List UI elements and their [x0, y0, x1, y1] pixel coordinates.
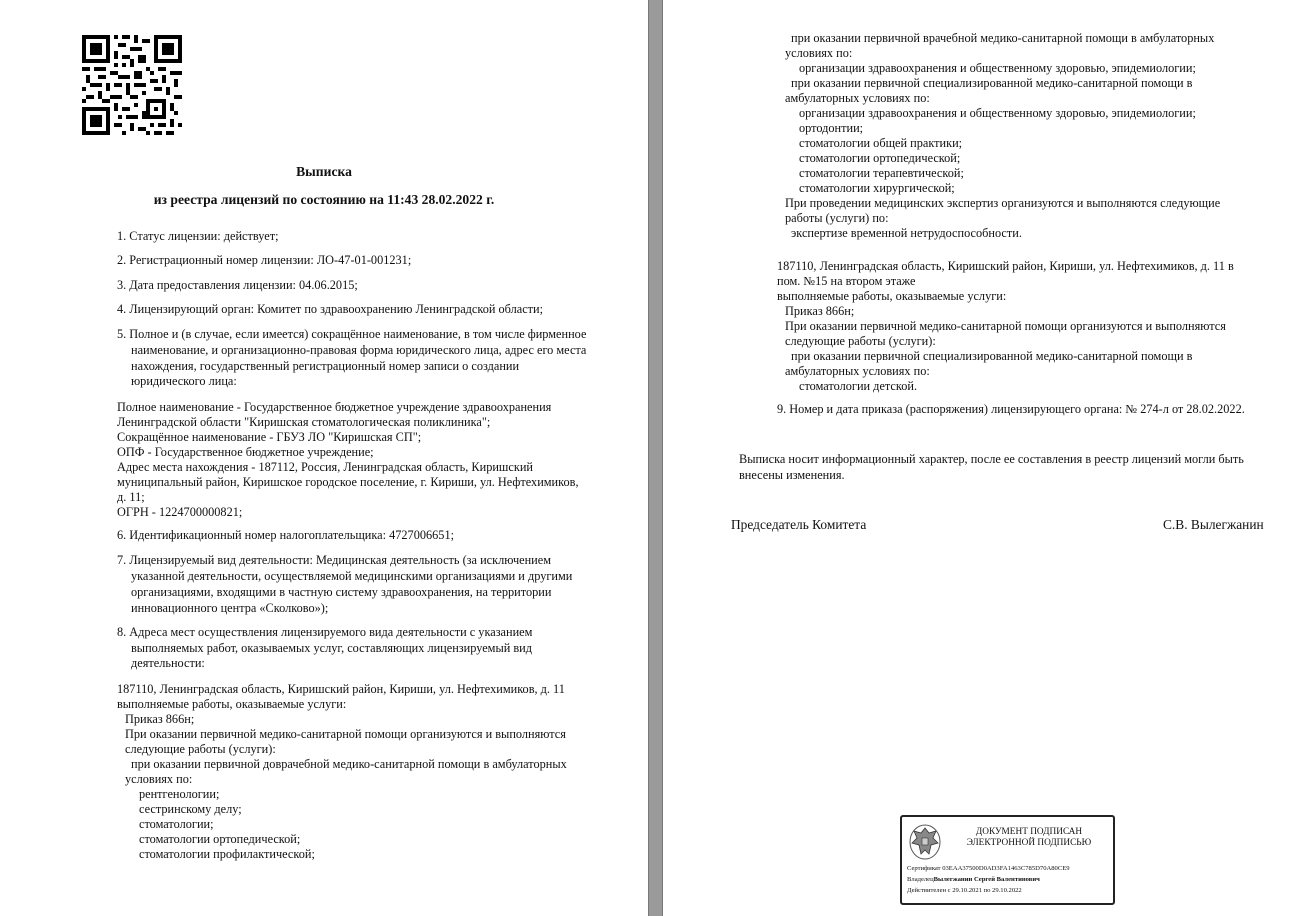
item-license-status: 1. Статус лицензии: действует; [117, 229, 279, 243]
service-item: организации здравоохранения и общественному здоровью, эпидемиологии; [799, 61, 1196, 75]
item-addresses-heading: выполняемых работ, оказываемых услуг, составляющих лицензируемый вид [131, 641, 533, 655]
item-org-name-heading: юридического лица: [131, 374, 237, 388]
org-short-name: Сокращённое наименование - ГБУЗ ЛО "Киришская СП"; [117, 430, 422, 444]
service-item: стоматологии ортопедической; [139, 832, 301, 846]
service-line: работы (услуги) по: [785, 211, 889, 225]
service-item: стоматологии терапевтической; [799, 166, 964, 180]
service-item: стоматологии профилактической; [139, 847, 315, 861]
address-2: пом. №15 на втором этаже [777, 274, 916, 288]
item-addresses-heading: 8. Адреса мест осуществления лицензируемого вида деятельности с указанием [117, 625, 533, 639]
signature-owner-name: Вылегжанин Сергей Валентинович [933, 876, 1040, 883]
service-line: при оказании первичной специализированной медико-санитарной помощи в [791, 349, 1193, 363]
signature-owner-label: Владелец [907, 876, 934, 883]
service-line: При оказании первичной медико-санитарной помощи организуются и выполняются [785, 319, 1226, 333]
coat-of-arms-icon [906, 821, 944, 863]
address-1-services: выполняемые работы, оказываемые услуги: [117, 697, 347, 711]
service-item: стоматологии хирургической; [799, 181, 955, 195]
service-item: стоматологии ортопедической; [799, 151, 961, 165]
service-item: стоматологии общей практики; [799, 136, 963, 150]
disclaimer-note: Выписка носит информационный характер, после ее составления в реестр лицензий могли быть [739, 452, 1244, 466]
service-line: При проведении медицинских экспертиз организуются и выполняются следующие [785, 196, 1221, 210]
document-subtitle: из реестра лицензий по состоянию на 11:43 28.02.2022 г. [153, 192, 495, 207]
service-line: при оказании первичной врачебной медико-санитарной помощи в амбулаторных [791, 31, 1215, 45]
address-1-service-line: условиях по: [125, 772, 193, 786]
org-address: Адрес места нахождения - 187112, Россия, Ленинградская область, Киришский [117, 460, 533, 474]
org-address: муниципальный район, Киришское городское поселение, г. Кириши, ул. Нефтехимиков, [117, 475, 579, 489]
service-line: следующие работы (услуги): [785, 334, 936, 348]
address-1-service-line: следующие работы (услуги): [125, 742, 276, 756]
item-inn: 6. Идентификационный номер налогоплательщика: 4727006651; [117, 528, 455, 542]
org-full-name: Полное наименование - Государственное бюджетное учреждение здравоохранения [117, 400, 552, 414]
service-item: экспертизе временной нетрудоспособности. [791, 226, 1022, 240]
address-2-order: Приказ 866н; [785, 304, 855, 318]
item-org-name-heading: наименование, и организационно-правовая форма юридического лица, адрес его места [131, 343, 587, 357]
service-line: условиях по: [785, 46, 853, 60]
item-addresses-heading: деятельности: [131, 656, 205, 670]
address-1-order: Приказ 866н; [125, 712, 195, 726]
service-item: рентгенологии; [139, 787, 220, 801]
signature-title: ЭЛЕКТРОННОЙ ПОДПИСЬЮ [966, 838, 1092, 848]
service-line: при оказании первичной специализированной медико-санитарной помощи в [791, 76, 1193, 90]
service-item: организации здравоохранения и общественному здоровью, эпидемиологии; [799, 106, 1196, 120]
qr-code-icon [82, 35, 182, 135]
signature-validity: Действителен с 29.10.2021 по 29.10.2022 [907, 887, 1022, 894]
item-activity-type: инновационного центра «Сколково»); [131, 601, 329, 615]
electronic-signature-stamp [900, 815, 1115, 905]
service-line: амбулаторных условиях по: [785, 91, 930, 105]
service-item: сестринскому делу; [139, 802, 242, 816]
org-ogrn: ОГРН - 1224700000821; [117, 505, 243, 519]
signer-title: Председатель Комитета [731, 517, 867, 532]
address-2-services: выполняемые работы, оказываемые услуги: [777, 289, 1007, 303]
service-item: стоматологии детской. [799, 379, 918, 393]
org-address: д. 11; [117, 490, 145, 504]
signature-certificate: Сертификат 03EAA37500D0AD3FA1463C785D70A80CE9 [907, 865, 1070, 872]
service-item: стоматологии; [139, 817, 214, 831]
service-line: амбулаторных условиях по: [785, 364, 930, 378]
address-2: 187110, Ленинградская область, Киришский район, Кириши, ул. Нефтехимиков, д. 11 в [777, 259, 1234, 273]
item-org-name-heading: 5. Полное и (в случае, если имеется) сокращённое наименование, в том числе фирменное [117, 327, 587, 341]
document-title: Выписка [296, 164, 352, 179]
signer-name: С.В. Вылегжанин [1163, 517, 1264, 532]
item-activity-type: 7. Лицензируемый вид деятельности: Медицинская деятельность (за исключением [117, 553, 551, 567]
org-legal-form: ОПФ - Государственное бюджетное учреждение; [117, 445, 374, 459]
signature-owner [907, 876, 1040, 884]
item-org-name-heading: нахождения, государственный регистрационный номер записи о создании [131, 359, 520, 373]
disclaimer-note: внесены изменения. [739, 468, 845, 482]
org-full-name: Ленинградской области "Киришская стоматологическая поликлиника"; [117, 415, 491, 429]
address-1: 187110, Ленинградская область, Киришский район, Кириши, ул. Нефтехимиков, д. 11 [117, 682, 565, 696]
service-item: ортодонтии; [799, 121, 864, 135]
address-1-service-line: при оказании первичной доврачебной медико-санитарной помощи в амбулаторных [131, 757, 567, 771]
item-licensing-body: 4. Лицензирующий орган: Комитет по здравоохранению Ленинградской области; [117, 302, 544, 316]
item-license-date: 3. Дата предоставления лицензии: 04.06.2015; [117, 278, 358, 292]
signature-title: ДОКУМЕНТ ПОДПИСАН [975, 827, 1083, 837]
item-activity-type: организациями, входящими в частную систему здравоохранения, на территории [131, 585, 552, 599]
item-order-number: 9. Номер и дата приказа (распоряжения) лицензирующего органа: № 274-л от 28.02.2022. [777, 402, 1245, 416]
item-license-number: 2. Регистрационный номер лицензии: ЛО-47-01-001231; [117, 253, 412, 267]
document-page-left [0, 0, 649, 916]
address-1-service-line: При оказании первичной медико-санитарной помощи организуются и выполняются [125, 727, 566, 741]
item-activity-type: указанной деятельности, осуществляемой медицинскими организациями и другими [131, 569, 573, 583]
